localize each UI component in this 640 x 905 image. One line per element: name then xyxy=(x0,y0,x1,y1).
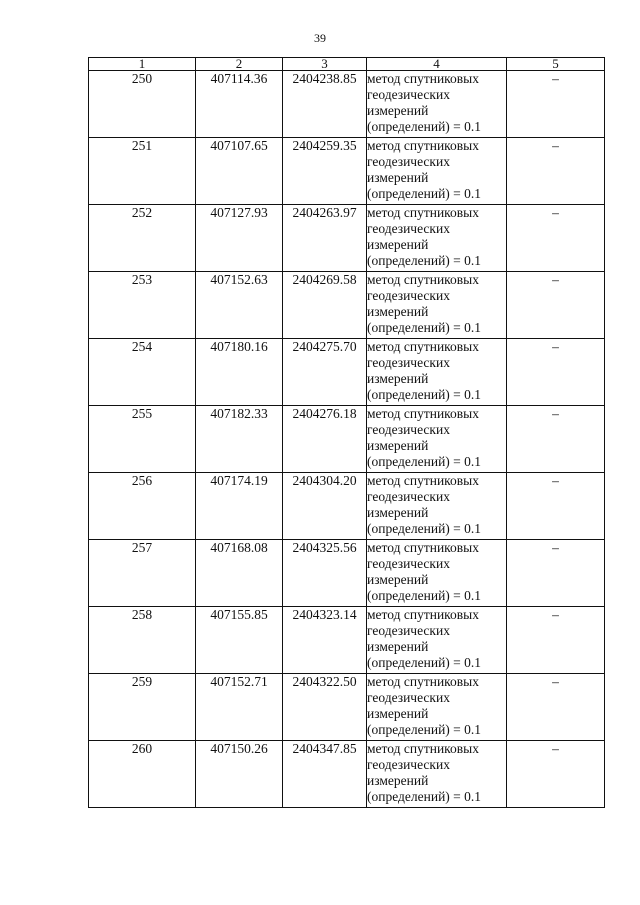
method-description-cell: метод спутниковых геодезических измерений (определений) = 0.1 xyxy=(367,205,507,272)
page-number: 39 xyxy=(314,31,326,45)
x-coordinate-cell: 407180.16 xyxy=(196,339,283,406)
method-description-cell: метод спутниковых геодезических измерений (определений) = 0.1 xyxy=(367,406,507,473)
x-coordinate-cell: 407114.36 xyxy=(196,71,283,138)
x-coordinate-cell: 407152.63 xyxy=(196,272,283,339)
method-description-cell: метод спутниковых геодезических измерений (определений) = 0.1 xyxy=(367,741,507,808)
y-coordinate-cell: 2404322.50 xyxy=(283,674,367,741)
table-row xyxy=(89,674,605,741)
y-coordinate-cell: 2404263.97 xyxy=(283,205,367,272)
point-number-cell: 256 xyxy=(89,473,196,540)
method-description-cell: метод спутниковых геодезических измерений (определений) = 0.1 xyxy=(367,607,507,674)
y-coordinate-cell: 2404276.18 xyxy=(283,406,367,473)
point-number-cell: 258 xyxy=(89,607,196,674)
method-description-cell: метод спутниковых геодезических измерений (определений) = 0.1 xyxy=(367,71,507,138)
table-row xyxy=(89,473,605,540)
y-coordinate-cell: 2404304.20 xyxy=(283,473,367,540)
header-col-3: 3 xyxy=(283,58,367,71)
y-coordinate-cell: 2404259.35 xyxy=(283,138,367,205)
table-row xyxy=(89,741,605,808)
y-coordinate-cell: 2404347.85 xyxy=(283,741,367,808)
header-col-2: 2 xyxy=(196,58,283,71)
x-coordinate-cell: 407168.08 xyxy=(196,540,283,607)
table-header xyxy=(89,58,605,71)
y-coordinate-cell: 2404238.85 xyxy=(283,71,367,138)
point-number-cell: 253 xyxy=(89,272,196,339)
remark-cell: – xyxy=(507,339,605,406)
remark-cell: – xyxy=(507,406,605,473)
table-body xyxy=(89,71,605,808)
y-coordinate-cell: 2404325.56 xyxy=(283,540,367,607)
method-description-cell: метод спутниковых геодезических измерений (определений) = 0.1 xyxy=(367,674,507,741)
table-row xyxy=(89,272,605,339)
remark-cell: – xyxy=(507,71,605,138)
remark-cell: – xyxy=(507,473,605,540)
remark-cell: – xyxy=(507,540,605,607)
y-coordinate-cell: 2404269.58 xyxy=(283,272,367,339)
table-row xyxy=(89,339,605,406)
x-coordinate-cell: 407150.26 xyxy=(196,741,283,808)
remark-cell: – xyxy=(507,674,605,741)
y-coordinate-cell: 2404323.14 xyxy=(283,607,367,674)
x-coordinate-cell: 407182.33 xyxy=(196,406,283,473)
remark-cell: – xyxy=(507,138,605,205)
point-number-cell: 259 xyxy=(89,674,196,741)
table-row xyxy=(89,138,605,205)
method-description-cell: метод спутниковых геодезических измерений (определений) = 0.1 xyxy=(367,473,507,540)
header-col-5: 5 xyxy=(507,58,605,71)
x-coordinate-cell: 407107.65 xyxy=(196,138,283,205)
point-number-cell: 257 xyxy=(89,540,196,607)
remark-cell: – xyxy=(507,205,605,272)
x-coordinate-cell: 407155.85 xyxy=(196,607,283,674)
point-number-cell: 254 xyxy=(89,339,196,406)
header-row xyxy=(89,58,605,71)
header-col-4: 4 xyxy=(367,58,507,71)
x-coordinate-cell: 407127.93 xyxy=(196,205,283,272)
point-number-cell: 250 xyxy=(89,71,196,138)
point-number-cell: 251 xyxy=(89,138,196,205)
point-number-cell: 260 xyxy=(89,741,196,808)
table-row xyxy=(89,71,605,138)
table-row xyxy=(89,607,605,674)
remark-cell: – xyxy=(507,607,605,674)
method-description-cell: метод спутниковых геодезических измерений (определений) = 0.1 xyxy=(367,138,507,205)
remark-cell: – xyxy=(507,741,605,808)
table-row xyxy=(89,205,605,272)
table-row xyxy=(89,406,605,473)
x-coordinate-cell: 407152.71 xyxy=(196,674,283,741)
x-coordinate-cell: 407174.19 xyxy=(196,473,283,540)
remark-cell: – xyxy=(507,272,605,339)
point-number-cell: 252 xyxy=(89,205,196,272)
method-description-cell: метод спутниковых геодезических измерений (определений) = 0.1 xyxy=(367,272,507,339)
point-number-cell: 255 xyxy=(89,406,196,473)
method-description-cell: метод спутниковых геодезических измерений (определений) = 0.1 xyxy=(367,339,507,406)
coordinates-table xyxy=(88,57,605,808)
table-row xyxy=(89,540,605,607)
method-description-cell: метод спутниковых геодезических измерений (определений) = 0.1 xyxy=(367,540,507,607)
y-coordinate-cell: 2404275.70 xyxy=(283,339,367,406)
header-col-1: 1 xyxy=(89,58,196,71)
